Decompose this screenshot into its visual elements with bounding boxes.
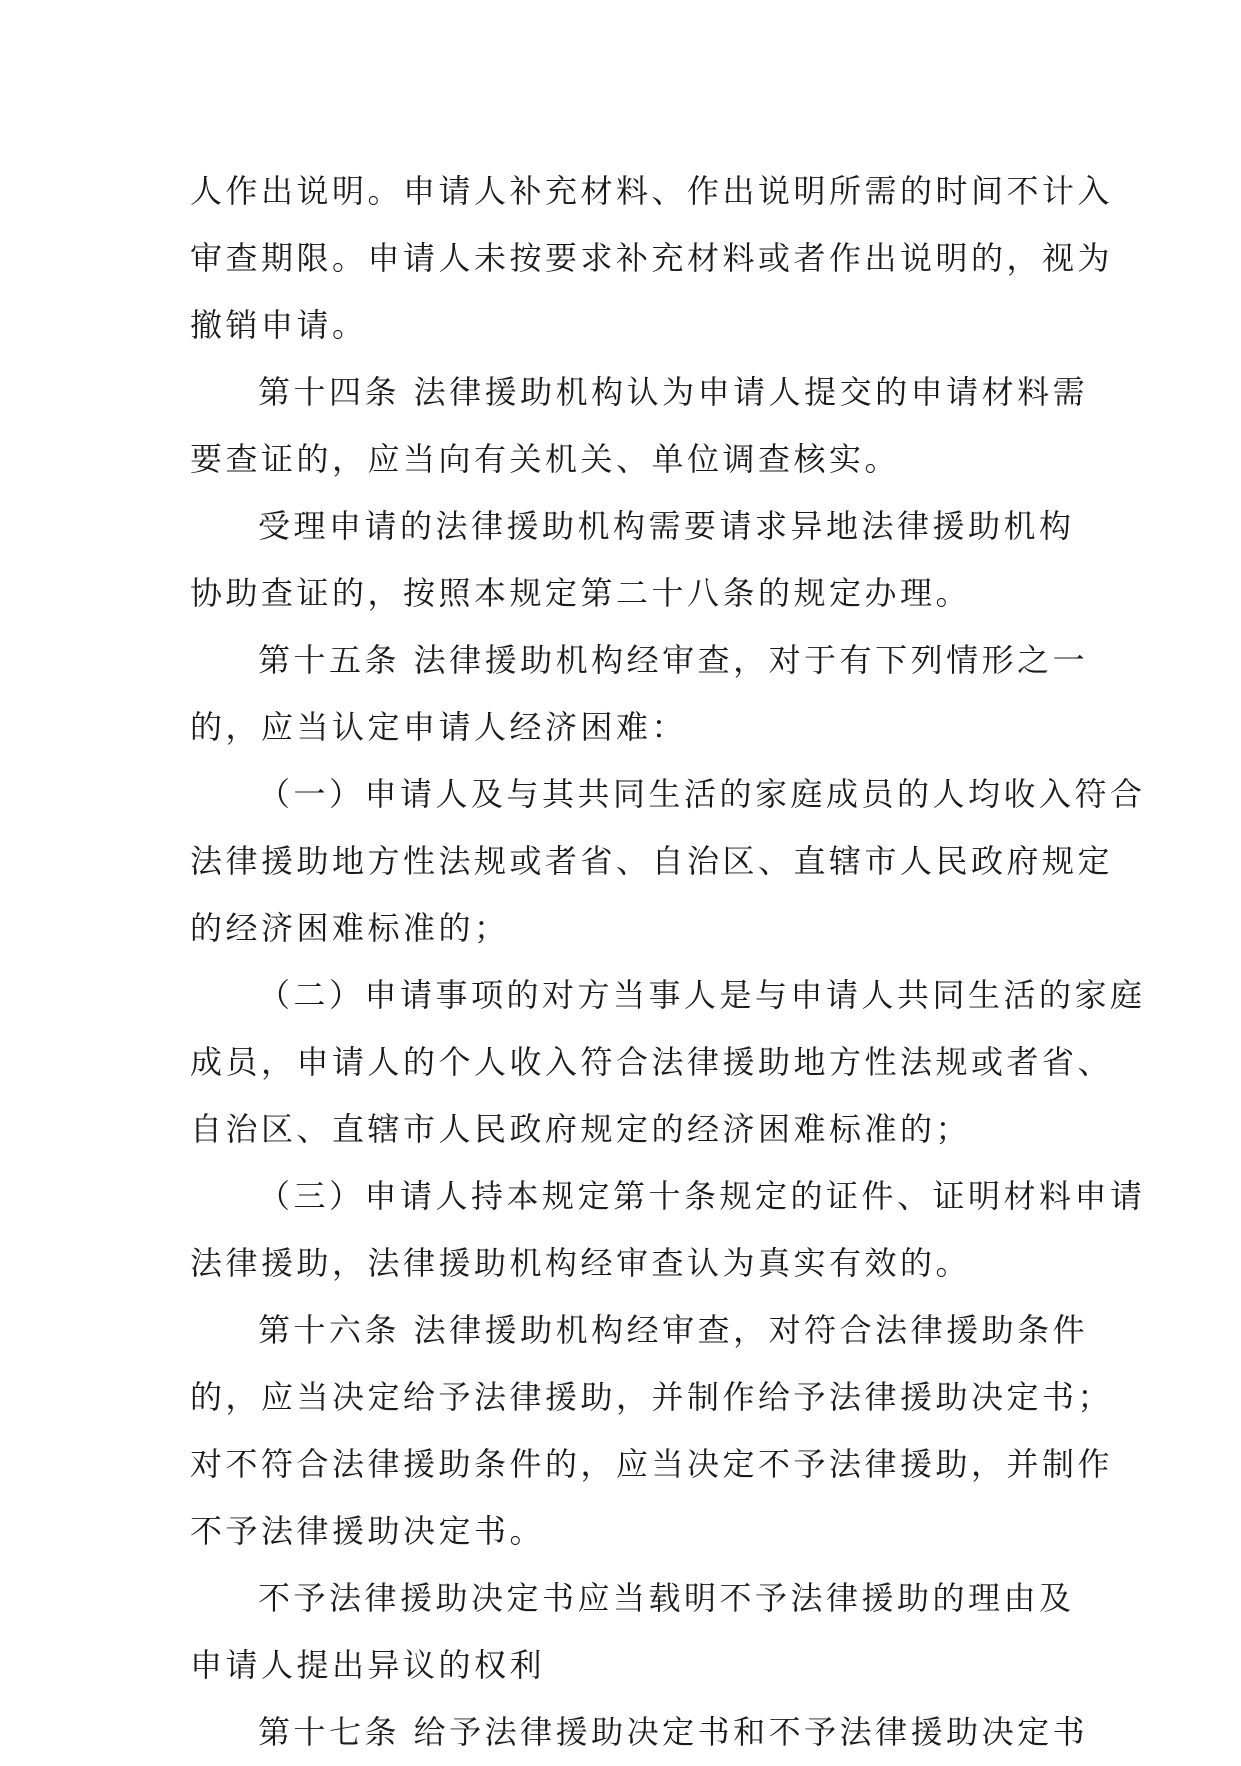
text-line: 对不符合法律援助条件的，应当决定不予法律援助，并制作 [190,1445,1114,1483]
article-16-heading-line: 第十六条 法律援助机构经审查，对符合法律援助条件 [258,1311,1089,1349]
text-line: 的经济困难标准的； [190,909,510,947]
article-15-heading-line: 第十五条 法律援助机构经审查，对于有下列情形之一 [258,641,1089,679]
text-line: 法律援助地方性法规或者省、自治区、直辖市人民政府规定 [190,842,1114,880]
text-line: 成员，申请人的个人收入符合法律援助地方性法规或者省、 [190,1043,1114,1081]
text-line: 不予法律援助决定书。 [190,1512,546,1550]
article-14-heading-line: 第十四条 法律援助机构认为申请人提交的申请材料需 [258,373,1089,411]
list-item-1-first-line: （一）申请人及与其共同生活的家庭成员的人均收入符合 [258,775,1146,813]
text-line: 的，应当决定给予法律援助，并制作给予法律援助决定书； [190,1378,1114,1416]
document-body [190,158,1146,1766]
list-item-3-first-line: （三）申请人持本规定第十条规定的证件、证明材料申请 [258,1177,1146,1215]
text-line: 人作出说明。申请人补充材料、作出说明所需的时间不计入 [190,172,1114,210]
paragraph-first-line: 不予法律援助决定书应当载明不予法律援助的理由及 [258,1579,1075,1617]
text-line: 协助查证的，按照本规定第二十八条的规定办理。 [190,574,972,612]
list-item-2-first-line: （二）申请事项的对方当事人是与申请人共同生活的家庭 [258,976,1146,1014]
text-line: 的，应当认定申请人经济困难： [190,708,688,746]
text-line: 法律援助，法律援助机构经审查认为真实有效的。 [190,1244,972,1282]
text-line: 要查证的，应当向有关机关、单位调查核实。 [190,440,901,478]
text-line: 审查期限。申请人未按要求补充材料或者作出说明的，视为 [190,239,1114,277]
article-17-heading-line: 第十七条 给予法律援助决定书和不予法律援助决定书 [258,1713,1089,1751]
text-line: 撤销申请。 [190,306,368,344]
text-line: 自治区、直辖市人民政府规定的经济困难标准的； [190,1110,972,1148]
paragraph-first-line: 受理申请的法律援助机构需要请求异地法律援助机构 [258,507,1075,545]
text-line: 申请人提出异议的权利 [190,1646,546,1684]
